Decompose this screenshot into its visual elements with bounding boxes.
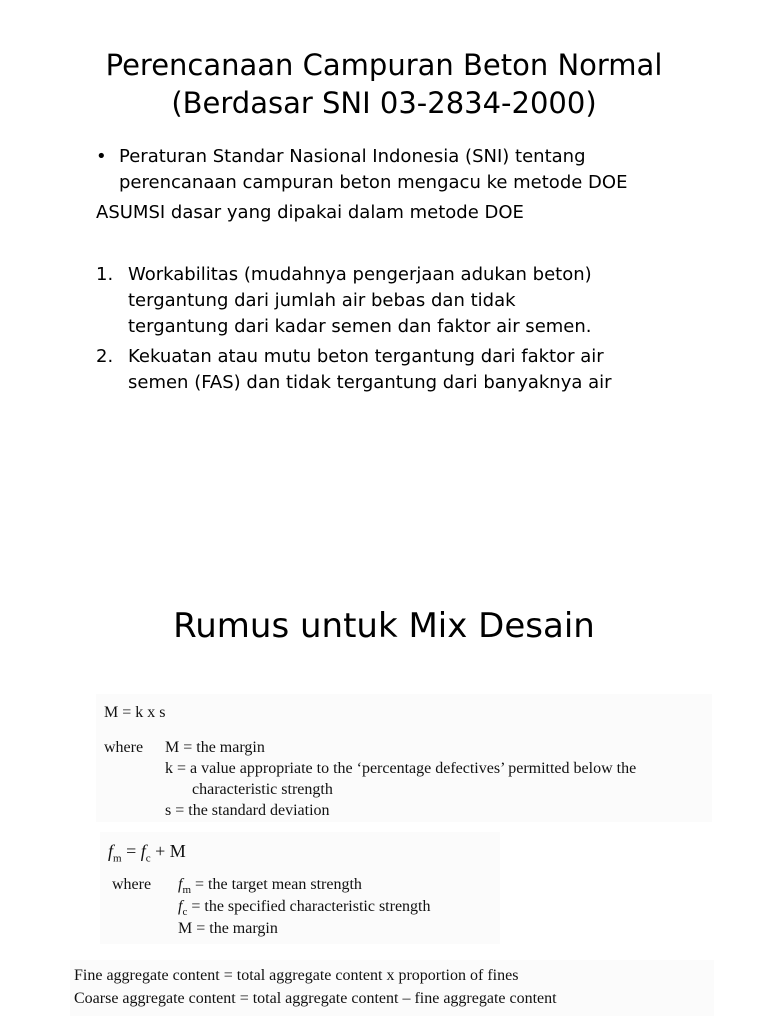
definition-m: M = the margin: [165, 739, 265, 756]
bullet-text: [119, 144, 739, 196]
bullet-line-2: perencanaan campuran beton mengacu ke metode DOE: [119, 172, 628, 193]
title-line-1: Perencanaan Campuran Beton Normal: [105, 48, 663, 82]
target-strength-formula-image: [100, 832, 500, 944]
title-line-2: (Berdasar SNI 03-2834-2000): [171, 86, 597, 120]
margin-formula-image: [96, 694, 712, 822]
target-equation: $f_m = f_c + M$: [108, 841, 186, 865]
item-line: semen (FAS) dan tidak tergantung dari banyaknya air: [128, 372, 612, 393]
where-label: where: [112, 876, 152, 893]
definition-s: s = the standard deviation: [165, 802, 330, 819]
item-number: 1.: [96, 264, 114, 285]
definition-fc: $f_c$ = the specified characteristic strength: [178, 898, 431, 919]
definition-m: M = the margin: [178, 920, 278, 937]
definition-k-continued: characteristic strength: [192, 781, 333, 798]
item-text: [128, 262, 592, 340]
item-line: tergantung dari jumlah air bebas dan tidak: [128, 290, 516, 311]
item-line: Workabilitas (mudahnya pengerjaan adukan beton): [128, 264, 592, 285]
margin-equation: M = k x s: [104, 704, 166, 721]
slide-title: [0, 46, 768, 122]
aggregate-formula-image: [70, 960, 714, 1016]
item-text: [128, 344, 612, 396]
fine-aggregate-formula: Fine aggregate content = total aggregate content x proportion of fines: [74, 967, 519, 984]
bullet-line-1: Peraturan Standar Nasional Indonesia (SNI) tentang: [119, 146, 586, 167]
definition-fm: $f_m$ = the target mean strength: [178, 876, 362, 897]
section-title-mix-design: Rumus untuk Mix Desain: [173, 606, 595, 646]
item-line: tergantung dari kadar semen dan faktor air semen.: [128, 316, 592, 337]
coarse-aggregate-formula: Coarse aggregate content = total aggregate content – fine aggregate content: [74, 990, 557, 1007]
bullet-marker: •: [96, 146, 107, 167]
assumption-heading: ASUMSI dasar yang dipakai dalam metode DOE: [96, 202, 524, 223]
item-number: 2.: [96, 346, 114, 367]
item-line: Kekuatan atau mutu beton tergantung dari faktor air: [128, 346, 604, 367]
where-label: where: [104, 739, 144, 756]
definition-k: k = a value appropriate to the ‘percentage defectives’ permitted below the: [165, 760, 637, 777]
